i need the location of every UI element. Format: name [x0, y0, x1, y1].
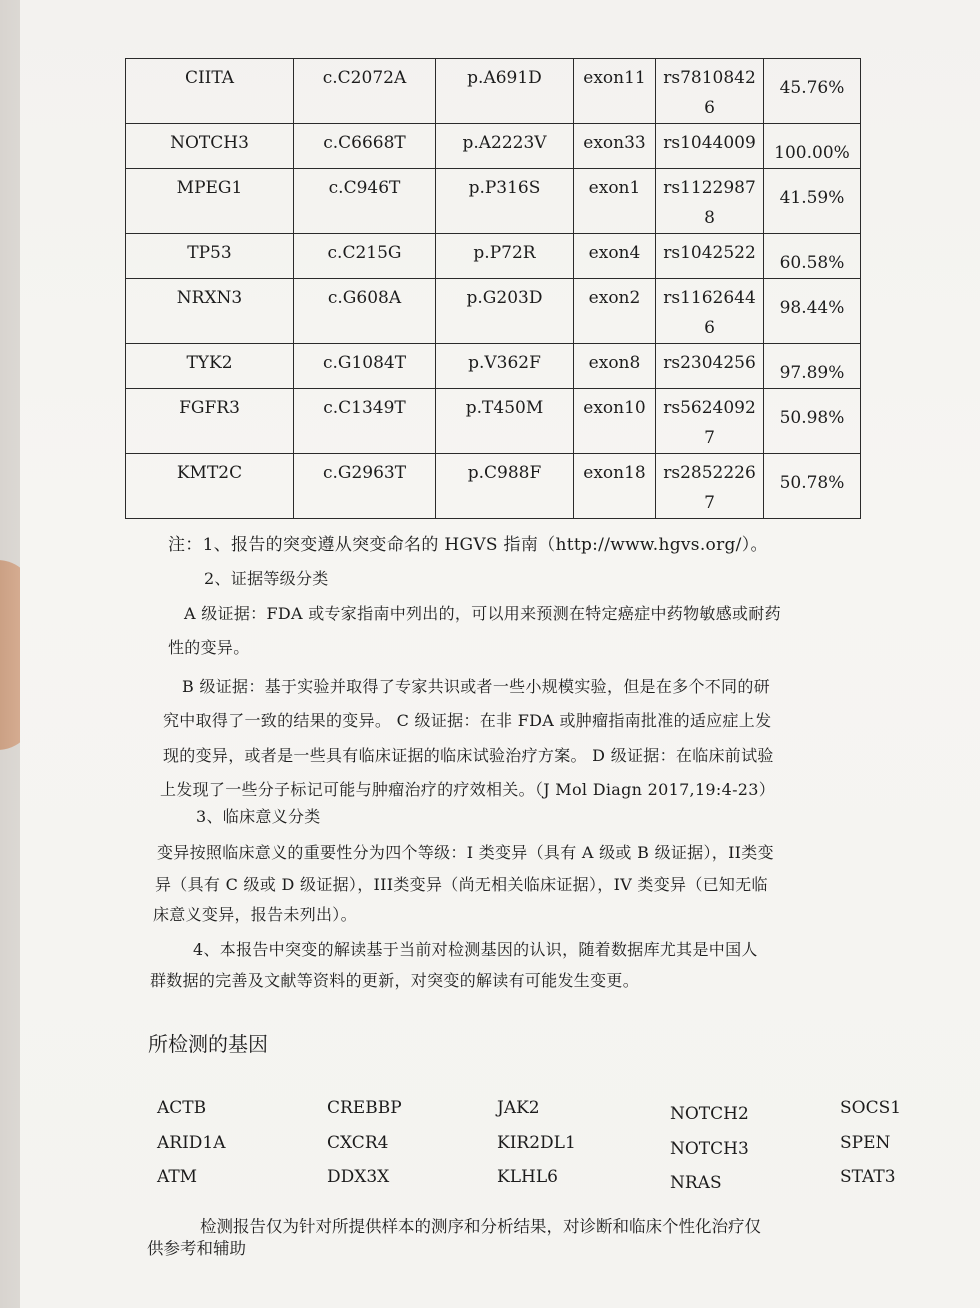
cell-gene: TP53 — [126, 234, 294, 279]
note-d-line2: 群数据的完善及文献等资料的更新，对突变的解读有可能发生变更。 — [150, 971, 640, 990]
cell-gene: NRXN3 — [126, 279, 294, 344]
gene-item: ATM — [157, 1167, 198, 1187]
note-2-title: 2、证据等级分类 — [204, 569, 329, 588]
gene-item: JAK2 — [497, 1098, 540, 1118]
cell-cdna: c.C946T — [294, 169, 436, 234]
cell-rsid: rs1122987 8 — [656, 169, 764, 234]
note-a-line1: A 级证据：FDA 或专家指南中列出的，可以用来预测在特定癌症中药物敏感或耐药 — [184, 604, 781, 623]
note-b-line1: B 级证据：基于实验并取得了专家共识或者一些小规模实验，但是在多个不同的研 — [182, 677, 770, 696]
cell-cdna: c.G608A — [294, 279, 436, 344]
gene-item: SOCS1 — [840, 1098, 902, 1118]
cell-rsid: rs1162644 6 — [656, 279, 764, 344]
gene-item: CREBBP — [327, 1098, 402, 1118]
cell-exon: exon8 — [574, 344, 656, 389]
cell-rsid: rs1042522 — [656, 234, 764, 279]
cell-freq: 100.00% — [764, 124, 861, 169]
cell-rsid: rs1044009 — [656, 124, 764, 169]
cell-cdna: c.C6668T — [294, 124, 436, 169]
note-c-line3: 床意义变异，报告未列出）。 — [153, 905, 357, 924]
footer-line2: 供参考和辅助 — [147, 1239, 246, 1258]
note-a-line2: 性的变异。 — [168, 638, 250, 657]
cell-protein: p.A691D — [436, 59, 574, 124]
cell-cdna: c.G2963T — [294, 454, 436, 519]
cell-rsid: rs2304256 — [656, 344, 764, 389]
cell-exon: exon18 — [574, 454, 656, 519]
note-c-line1: 变异按照临床意义的重要性分为四个等级：I 类变异（具有 A 级或 B 级证据），II类变 — [157, 843, 774, 862]
cell-freq: 60.58% — [764, 234, 861, 279]
gene-item: NRAS — [670, 1173, 722, 1193]
cell-rsid: rs7810842 6 — [656, 59, 764, 124]
gene-item: SPEN — [840, 1133, 891, 1153]
gene-item: NOTCH2 — [670, 1104, 749, 1124]
cell-exon: exon2 — [574, 279, 656, 344]
cell-freq: 50.98% — [764, 389, 861, 454]
cell-exon: exon33 — [574, 124, 656, 169]
cell-cdna: c.G1084T — [294, 344, 436, 389]
cell-gene: MPEG1 — [126, 169, 294, 234]
cell-cdna: c.C1349T — [294, 389, 436, 454]
cell-gene: CIITA — [126, 59, 294, 124]
cell-rsid: rs5624092 7 — [656, 389, 764, 454]
gene-item: STAT3 — [840, 1167, 896, 1187]
gene-item: NOTCH3 — [670, 1139, 749, 1159]
cell-protein: p.P72R — [436, 234, 574, 279]
cell-exon: exon1 — [574, 169, 656, 234]
cell-protein: p.V362F — [436, 344, 574, 389]
cell-freq: 50.78% — [764, 454, 861, 519]
cell-gene: KMT2C — [126, 454, 294, 519]
cell-protein: p.C988F — [436, 454, 574, 519]
cell-freq: 41.59% — [764, 169, 861, 234]
gene-item: KIR2DL1 — [497, 1133, 576, 1153]
gene-item: KLHL6 — [497, 1167, 558, 1187]
gene-item: DDX3X — [327, 1167, 390, 1187]
cell-gene: TYK2 — [126, 344, 294, 389]
note-1: 注：1、报告的突变遵从突变命名的 HGVS 指南（http://www.hgvs.org/）。 — [168, 535, 768, 555]
cell-cdna: c.C2072A — [294, 59, 436, 124]
cell-rsid: rs2852226 7 — [656, 454, 764, 519]
footer-line1: 检测报告仅为针对所提供样本的测序和分析结果，对诊断和临床个性化治疗仅 — [200, 1217, 761, 1236]
note-c-line2: 异（具有 C 级或 D 级证据），III类变异（尚无相关临床证据），IV 类变异（已知无临 — [155, 875, 768, 894]
note-b-line4: 上发现了一些分子标记可能与肿瘤治疗的疗效相关。（J Mol Diagn 2017,19:4-23） — [160, 780, 776, 799]
cell-freq: 45.76% — [764, 59, 861, 124]
cell-cdna: c.C215G — [294, 234, 436, 279]
cell-exon: exon10 — [574, 389, 656, 454]
cell-protein: p.P316S — [436, 169, 574, 234]
cell-protein: p.A2223V — [436, 124, 574, 169]
note-3-title: 3、临床意义分类 — [196, 807, 321, 826]
cell-exon: exon11 — [574, 59, 656, 124]
gene-item: ACTB — [157, 1098, 207, 1118]
cell-gene: FGFR3 — [126, 389, 294, 454]
cell-protein: p.G203D — [436, 279, 574, 344]
gene-item: ARID1A — [157, 1133, 226, 1153]
cell-freq: 98.44% — [764, 279, 861, 344]
cell-gene: NOTCH3 — [126, 124, 294, 169]
cell-freq: 97.89% — [764, 344, 861, 389]
note-b-line2: 究中取得了一致的结果的变异。 C 级证据：在非 FDA 或肿瘤指南批准的适应症上发 — [163, 711, 772, 730]
cell-protein: p.T450M — [436, 389, 574, 454]
gene-item: CXCR4 — [327, 1133, 389, 1153]
tested-genes-title: 所检测的基因 — [148, 1032, 268, 1056]
cell-exon: exon4 — [574, 234, 656, 279]
note-d-line1: 4、本报告中突变的解读基于当前对检测基因的认识，随着数据库尤其是中国人 — [193, 940, 758, 959]
note-b-line3: 现的变异，或者是一些具有临床证据的临床试验治疗方案。 D 级证据：在临床前试验 — [163, 746, 774, 765]
